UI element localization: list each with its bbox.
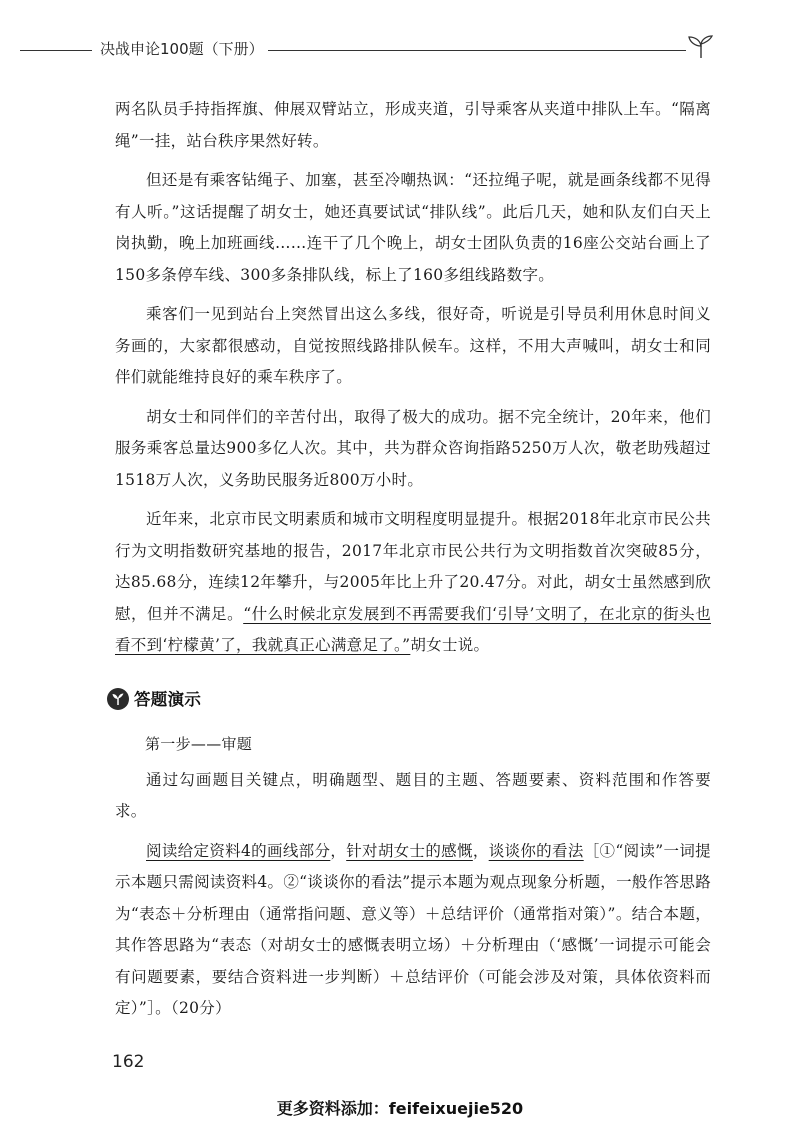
section-heading [107, 684, 711, 716]
sprout-icon [684, 34, 718, 60]
sprout-badge-icon [107, 688, 129, 710]
header-rule-right [268, 50, 686, 51]
running-header [0, 34, 800, 64]
section-heading-text: 答题演示 [134, 689, 202, 709]
question-underline-1: 阅读给定资料4的画线部分 [146, 841, 331, 860]
paragraph-5-tail: 胡女士说。 [410, 636, 490, 654]
page-number: 162 [112, 1052, 145, 1072]
header-rule-left [20, 50, 92, 51]
question-analysis [115, 836, 711, 1025]
paragraph-5-text: 近年来，北京市民文明素质和城市文明程度明显提升。根据2018年北京市民公共行为文明指数研究基地的报告，2017年北京市民公共行为文明指数首次突破85分，达85.68分，连续12年攀升，与2005年比上升了20.47分。对此，胡女士虽然感到欣慰，但并不满足。 [115, 510, 711, 623]
question-sep-2: ， [472, 841, 489, 860]
question-underline-2: 针对胡女士的感慨 [346, 841, 473, 860]
step-intro: 通过勾画题目关键点，明确题型、题目的主题、答题要素、资料范围和作答要求。 [115, 770, 711, 820]
question-underline-3: 谈谈你的看法 [488, 841, 584, 860]
page-content [115, 94, 711, 1033]
underlined-quote: “什么时候北京发展到不再需要我们‘引导’文明了，在北京的街头也看不到‘柠檬黄’了，我就真正心满意足了。” [115, 604, 711, 654]
paragraph-4: 胡女士和同伴们的辛苦付出，取得了极大的成功。据不完全统计，20年来，他们服务乘客总量达900多亿人次。其中，共为群众咨询指路5250万人次，敬老助残超过1518万人次，义务助民服务近800万小时。 [115, 407, 711, 489]
question-sep-1: ， [330, 841, 347, 860]
paragraph-1: 两名队员手持指挥旗、伸展双臂站立，形成夹道，引导乘客从夹道中排队上车。“隔离绳”一挂，站台秩序果然好转。 [115, 100, 711, 150]
paragraph-5 [115, 504, 711, 662]
book-title: 决战申论100题（下册） [100, 40, 264, 58]
step-title: 第一步——审题 [145, 735, 253, 753]
footer-note: 更多资料添加：feifeixuejie520 [276, 1099, 524, 1118]
question-rest: ［①“阅读”一词提示本题只需阅读资料4。②“谈谈你的看法”提示本题为观点现象分析题，一般作答思路为“表态＋分析理由（通常指问题、意义等）＋总结评价（通常指对策）”。结合本题，其作答思路为“表态（对胡女士的感慨表明立场）＋分析理由（‘感慨’一词提示可能会有问题要素，要结合资料进一步判断）＋总结评价（可能会涉及对策，具体依资料而定）”］。（20分） [115, 841, 711, 1017]
paragraph-2: 但还是有乘客钻绳子、加塞，甚至冷嘲热讽：“还拉绳子呢，就是画条线都不见得有人听。”这话提醒了胡女士，她还真要试试“排队线”。此后几天，她和队友们白天上岗执勤，晚上加班画线……连干了几个晚上，胡女士团队负责的16座公交站台画上了150多条停车线、300多条排队线，标上了160多组线路数字。 [115, 171, 711, 284]
paragraph-3: 乘客们一见到站台上突然冒出这么多线，很好奇，听说是引导员利用休息时间义务画的，大家都很感动，自觉按照线路排队候车。这样，不用大声喊叫，胡女士和同伴们就能维持良好的乘车秩序了。 [115, 305, 711, 386]
